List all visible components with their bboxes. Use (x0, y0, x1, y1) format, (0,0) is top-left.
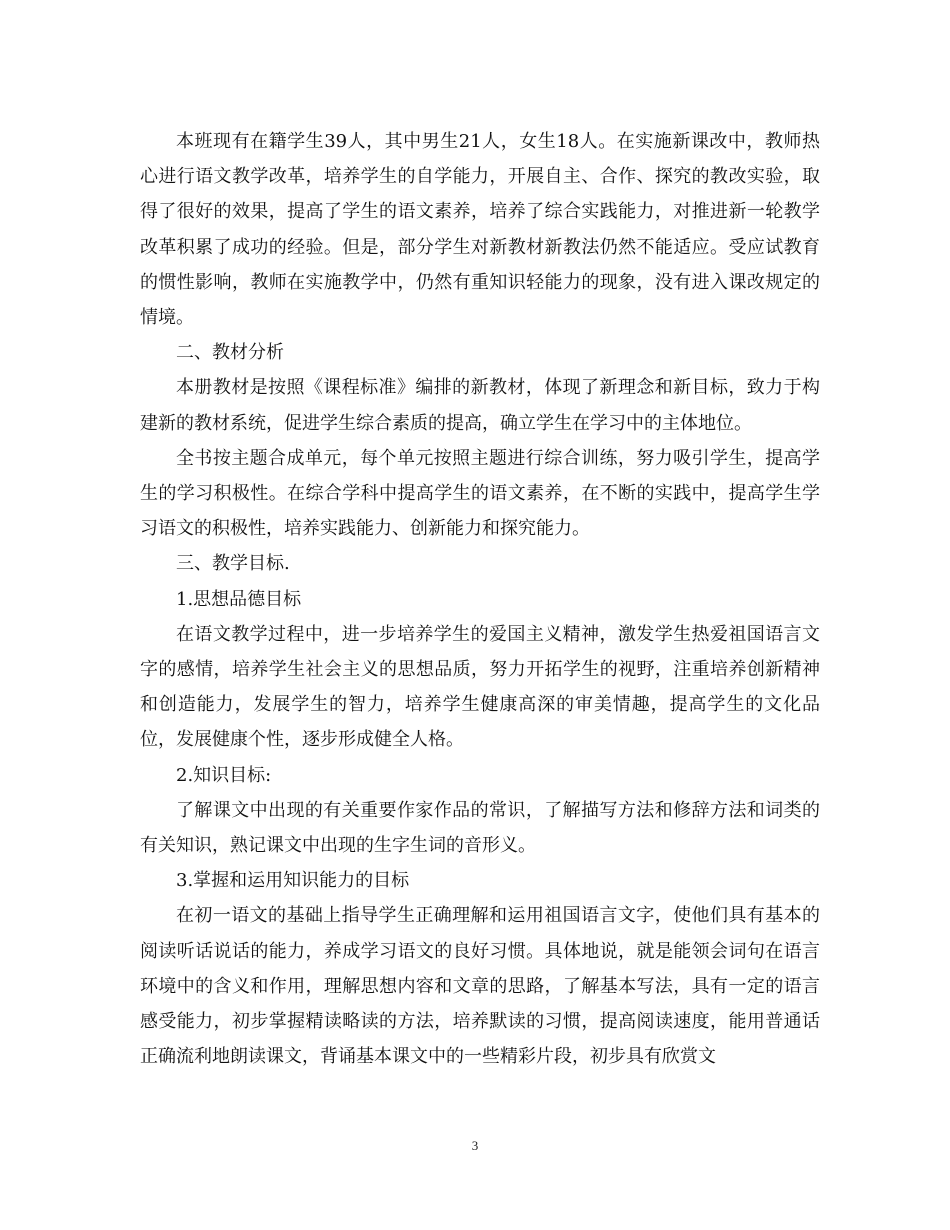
paragraph-textbook-intro: 本册教材是按照《课程标准》编排的新教材，体现了新理念和新目标，致力于构建新的教材系统，促进学生综合素质的提高，确立学生在学习中的主体地位。 (140, 377, 820, 434)
document-body (140, 124, 820, 1074)
section-heading-textbook-analysis: 二、教材分析 (176, 342, 284, 364)
paragraph-ability-goals: 在初一语文的基础上指导学生正确理解和运用祖国语言文字，使他们具有基本的阅读听话说话的能力，养成学习语文的良好习惯。具体地说，就是能领会词句在语言环境中的含义和作用，理解思想内容和文章的思路，了解基本写法，具有一定的语言感受能力，初步掌握精读略读的方法，培养默读的习惯，提高阅读速度，能用普通话正确流利地朗读课文，背诵基本课文中的一些精彩片段，初步具有欣赏文 (140, 905, 820, 1068)
subheading-ability-goals: 3.掌握和运用知识能力的目标 (176, 870, 410, 892)
paragraph-textbook-structure: 全书按主题合成单元，每个单元按照主题进行综合训练，努力吸引学生，提高学生的学习积极性。在综合学科中提高学生的语文素养，在不断的实践中，提高学生学习语文的积极性，培养实践能力、创新能力和探究能力。 (140, 447, 820, 540)
section-heading-teaching-goals: 三、教学目标. (176, 553, 290, 575)
paragraph-class-overview: 本班现有在籍学生39人，其中男生21人，女生18人。在实施新课改中，教师热心进行语文教学改革，培养学生的自学能力，开展自主、合作、探究的教改实验，取得了很好的效果，提高了学生的语文素养，培养了综合实践能力，对推进新一轮教学改革积累了成功的经验。但是，部分学生对新教材新教法仍然不能适应。受应试教育的惯性影响，教师在实施教学中，仍然有重知识轻能力的现象，没有进入课改规定的情境。 (140, 131, 820, 329)
subheading-knowledge-goals: 2.知识目标: (176, 764, 272, 786)
paragraph-knowledge-goals: 了解课文中出现的有关重要作家作品的常识，了解描写方法和修辞方法和词类的有关知识，熟记课文中出现的生字生词的音形义。 (140, 799, 820, 857)
paragraph-moral-goals: 在语文教学过程中，进一步培养学生的爱国主义精神，激发学生热爱祖国语言文字的感情，培养学生社会主义的思想品质，努力开拓学生的视野，注重培养创新精神和创造能力，发展学生的智力，培养学生健康高深的审美情趣，提高学生的文化品位，发展健康个性，逐步形成健全人格。 (140, 623, 820, 751)
page-number: 3 (471, 1138, 479, 1153)
subheading-moral-goals: 1.思想品德目标 (176, 588, 302, 610)
